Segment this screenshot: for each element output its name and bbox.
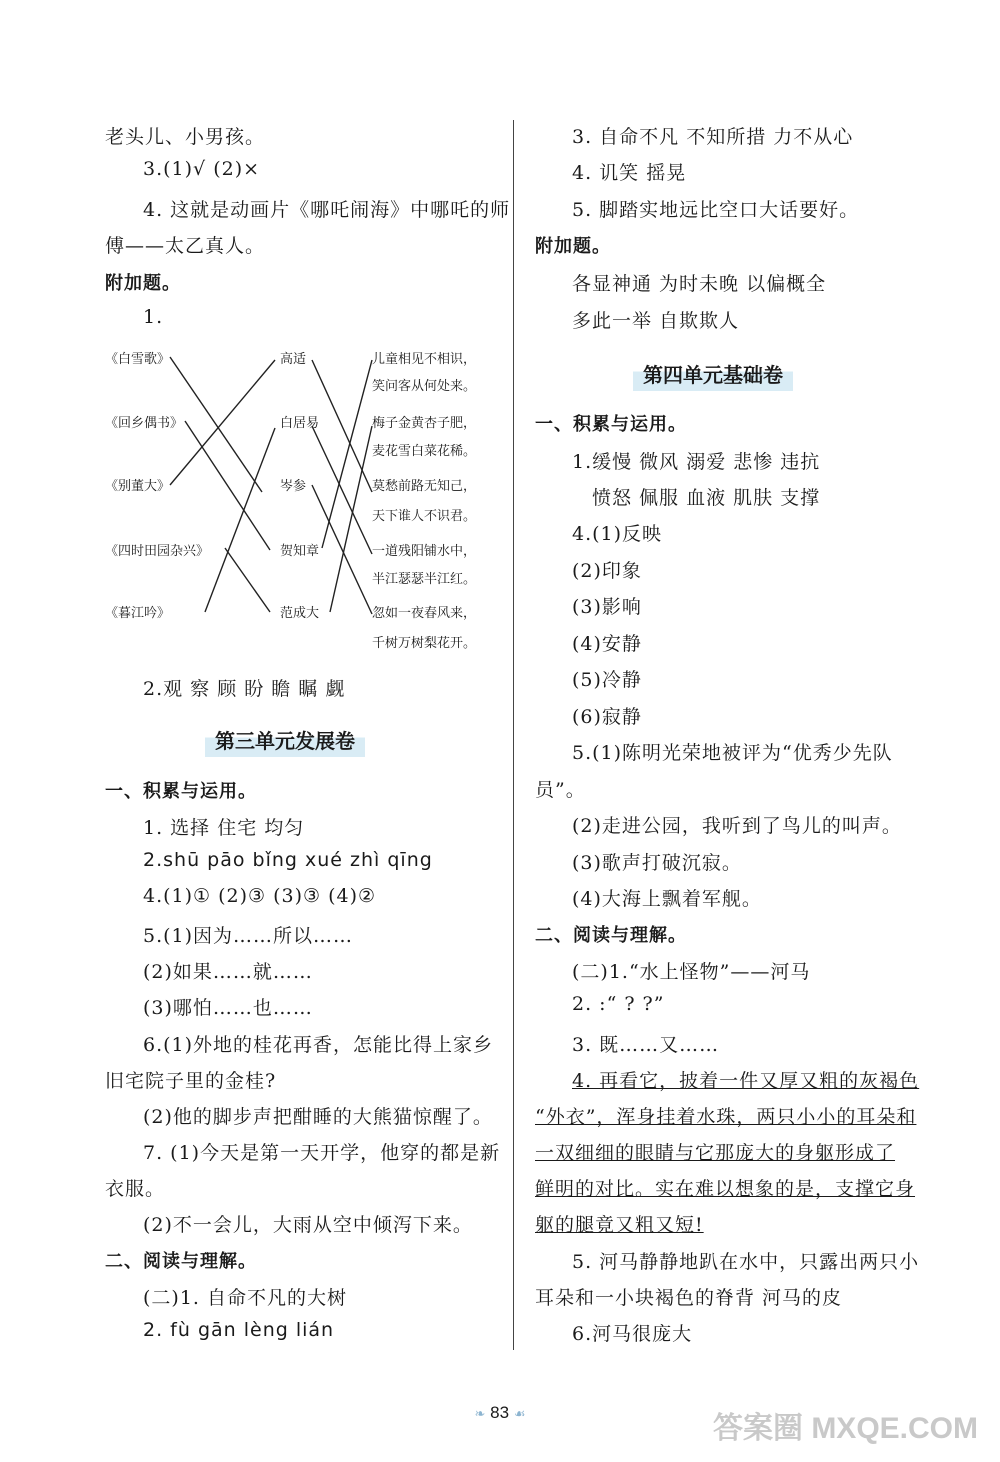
text-line: 员”。 — [535, 779, 586, 801]
text-line: 5. 脚踏实地远比空口大话要好。 — [572, 199, 860, 221]
text-line: 5.(1)陈明光荣地被评为“优秀少先队 — [572, 742, 893, 764]
watermark-text: 答案圈 MXQE.COM — [712, 1412, 978, 1445]
section-heading: 二、阅读与理解。 — [535, 925, 687, 946]
verse-line: 半江瑟瑟半江红。 — [372, 572, 477, 587]
text-line: 3.(1)√ (2)× — [143, 158, 261, 180]
underlined-text-line: 一双细细的眼睛与它那庞大的身躯形成了 — [535, 1142, 896, 1164]
text-line: (4)安静 — [572, 633, 642, 655]
underlined-text-line: 躯的腿竟又粗又短! — [535, 1214, 704, 1236]
verse-line: 一道残阳铺水中， — [372, 544, 477, 559]
match-line — [170, 357, 262, 492]
text-line: (3)影响 — [572, 596, 642, 618]
verse-line: 麦花雪白菜花稀。 — [372, 444, 477, 459]
page-number-text: 83 — [490, 1403, 510, 1422]
poem-author: 白居易 — [280, 416, 320, 431]
text-line: 1. 选择 住宅 均匀 — [143, 817, 305, 839]
verse-line: 儿童相见不相识， — [372, 352, 477, 367]
text-line: (2)走进公园，我听到了鸟儿的叫声。 — [572, 815, 902, 837]
poem-author: 贺知章 — [280, 544, 320, 559]
underlined-text-line: 4. 再看它，披着一件又厚又粗的灰褐色 — [572, 1070, 920, 1092]
text-line: 耳朵和一小块褐色的脊背 河马的皮 — [535, 1287, 843, 1309]
text-line: 7. (1)今天是第一天开学，他穿的都是新 — [143, 1142, 501, 1164]
section-heading: 一、积累与运用。 — [535, 414, 687, 435]
text-line: 4. 这就是动画片《哪吒闹海》中哪吒的师 — [143, 199, 511, 221]
match-line — [312, 426, 372, 554]
text-line: 4.(1)反映 — [572, 523, 663, 545]
text-line: 愤怒 佩服 血液 肌肤 支撑 — [592, 487, 821, 509]
text-line: (2)印象 — [572, 560, 642, 582]
text-line: 6.河马很庞大 — [572, 1323, 693, 1345]
match-line — [312, 485, 372, 614]
text-line: (4)大海上飘着军舰。 — [572, 888, 762, 910]
poem-title: 《白雪歌》 — [105, 352, 171, 367]
poem-title: 《别董大》 — [105, 479, 171, 494]
text-line: 5. 河马静静地趴在水中，只露出两只小 — [572, 1251, 920, 1273]
text-line: (2)他的脚步声把酣睡的大熊猫惊醒了。 — [143, 1106, 493, 1128]
text-line: (二)1. 自命不凡的大树 — [143, 1287, 347, 1309]
text-line: 2.shū pāo bǐng xué zhì qīng — [143, 849, 433, 871]
match-line — [205, 428, 275, 612]
column-divider — [513, 120, 514, 1350]
verse-line: 笑问客从何处来。 — [372, 379, 477, 394]
verse-line: 莫愁前路无知己， — [372, 479, 477, 494]
text-line: 2. :“ ? ?” — [572, 993, 665, 1015]
text-line: 多此一举 自欺欺人 — [572, 310, 740, 332]
poem-title: 《四时田园杂兴》 — [105, 544, 210, 559]
ornament-icon: ❧ — [474, 1406, 486, 1421]
text-line: 1.缓慢 微风 溺爱 悲惨 违抗 — [572, 451, 821, 473]
verse-line: 忽如一夜春风来， — [372, 606, 477, 621]
section-heading: 二、阅读与理解。 — [105, 1251, 257, 1272]
verse-line: 梅子金黄杏子肥， — [372, 416, 477, 431]
poem-author: 岑参 — [280, 479, 307, 494]
text-line: (5)冷静 — [572, 669, 642, 691]
text-line: 3. 自命不凡 不知所措 力不从心 — [572, 126, 854, 148]
verse-line: 千树万树梨花开。 — [372, 636, 477, 651]
text-line: 衣服。 — [105, 1178, 166, 1200]
section-heading: 一、积累与运用。 — [105, 781, 257, 802]
text-line: 6.(1)外地的桂花再香，怎能比得上家乡 — [143, 1034, 494, 1056]
text-line: 各显神通 为时未晚 以偏概全 — [572, 273, 827, 295]
text-line: 3. 既……又…… — [572, 1034, 720, 1056]
poem-author: 高适 — [280, 352, 307, 367]
text-line: (3)哪怕……也…… — [143, 997, 313, 1019]
poem-author: 范成大 — [280, 606, 320, 621]
verse-line: 天下谁人不识君。 — [372, 509, 477, 524]
underlined-text-line: 鲜明的对比。实在难以想象的是，支撑它身 — [535, 1178, 916, 1200]
section-heading: 附加题。 — [105, 273, 181, 294]
text-line: 4. 讥笑 摇晃 — [572, 162, 687, 184]
text-line: (6)寂静 — [572, 706, 642, 728]
match-line — [330, 426, 372, 612]
poem-title: 《暮江吟》 — [105, 606, 171, 621]
ornament-icon: ☙ — [513, 1406, 526, 1421]
section-title: 第三单元发展卷 — [205, 722, 365, 757]
text-line: 2. fù gān lèng lián — [143, 1319, 335, 1341]
section-heading: 附加题。 — [535, 236, 611, 257]
watermark-logo — [713, 1414, 978, 1444]
text-line: 4.(1)① (2)③ (3)③ (4)② — [143, 885, 377, 907]
match-line — [225, 548, 270, 612]
text-line: (2)不一会儿，大雨从空中倾泻下来。 — [143, 1214, 473, 1236]
text-line: (2)如果……就…… — [143, 961, 313, 983]
text-line: (3)歌声打破沉寂。 — [572, 852, 742, 874]
underlined-text-line: “外衣”，浑身挂着水珠，两只小小的耳朵和 — [535, 1106, 917, 1128]
text-line: (二)1.“水上怪物”——河马 — [572, 961, 811, 983]
match-line — [322, 360, 372, 548]
text-line: 老头儿、小男孩。 — [105, 126, 266, 148]
text-line: 1. — [143, 306, 164, 328]
section-title: 第四单元基础卷 — [633, 356, 793, 391]
text-line: 2.观 察 顾 盼 瞻 瞩 觑 — [143, 678, 346, 700]
text-line: 旧宅院子里的金桂? — [105, 1070, 277, 1092]
poem-title: 《回乡偶书》 — [105, 416, 184, 431]
matching-lines — [0, 0, 1000, 700]
text-line: 5.(1)因为……所以…… — [143, 925, 354, 947]
text-line: 傅——太乙真人。 — [105, 235, 266, 257]
